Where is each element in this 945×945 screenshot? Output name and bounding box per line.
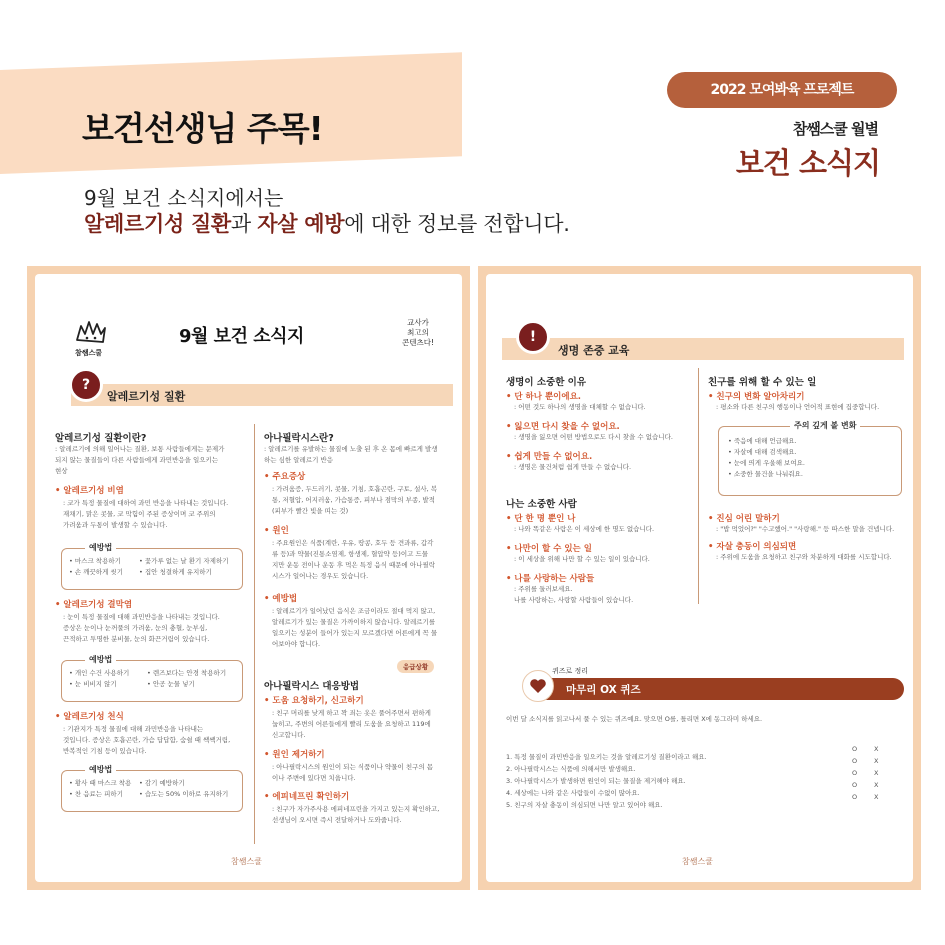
text-call-help: : 친구 머리를 낮게 하고 꽉 죄는 옷은 풀어주면서 편하게 눕히고, 주변의 어른들에게 빨리 도움을 요청하고 119에 신고합니다. — [272, 709, 431, 739]
heading-precious-me: 나는 소중한 사람 — [506, 499, 577, 510]
slogan-tag: 교사가 최고의 콘텐츠다! — [402, 318, 434, 347]
prevention-label: 예방법 — [85, 542, 116, 553]
emergency-badge: 응급상황 — [397, 660, 434, 673]
heading-response: 아나필락시스 대응방법 — [264, 681, 360, 692]
column-divider — [254, 424, 255, 844]
o-choice[interactable]: O — [852, 757, 858, 765]
item-sincere-words: • 진심 어린 말하기 — [708, 514, 780, 524]
item-cannot-make: • 쉽게 만들 수 없어요. — [506, 452, 593, 462]
column-divider — [698, 368, 699, 604]
quiz-subtitle: 퀴즈로 정리 — [552, 667, 589, 675]
text-rhinitis: : 코가 특정 물질에 대하여 과민 반응을 나타내는 것입니다. 재채기, 맑은 콧물, 코 막힘이 주된 증상이며 코 주위의 가려움과 두통이 발생할 수 있습니다. — [63, 499, 229, 529]
heading-call-help: • 도움 요청하기, 신고하기 — [264, 696, 364, 706]
item-suspect-suicide: • 자살 충동이 의심되면 — [708, 542, 797, 552]
newsletter-title: 9월 보건 소식지 — [179, 326, 304, 347]
item-my-work: • 나만이 할 수 있는 일 — [506, 544, 592, 554]
text-symptoms: : 가려움증, 두드러기, 콧물, 기침, 호흡곤란, 구토, 설사, 복 통, 저혈압, 어지러움, 가슴통증, 피부나 점막의 부종, 발적 (피부가 빨간 빛을 띠는 것) — [272, 485, 438, 515]
text-only-one: : 어떤 것도 하나의 생명을 대체할 수 없습니다. — [514, 403, 646, 411]
page-2-sheet — [486, 274, 913, 882]
text-notice-change: : 평소와 다른 친구의 행동이나 언어적 표현에 집중합니다. — [716, 403, 880, 411]
heading-symptoms: • 주요증상 — [264, 472, 306, 482]
text-prevention: : 알레르기가 일어났던 음식은 조금이라도 절대 먹지 않고, 알레르기가 있는 물질은 가까이하지 않습니다. 알레르기를 일으키는 성분이 들어가 있는지 모르겠다면 어른에게 꼭 물 어보아야 합니다. — [272, 607, 438, 648]
item-only-me: • 단 한 명 뿐인 나 — [506, 514, 576, 524]
quiz-row: 5. 친구의 자살 충동이 의심되면 나만 알고 있어야 해요. O X — [506, 793, 879, 809]
text-conjunctivitis: : 눈이 특정 물질에 대해 과민반응을 나타내는 것입니다. 증상은 눈이나 눈꺼풀의 가려움, 눈의 충혈, 눈부심, 끈적하고 투명한 분비물, 눈의 화끈거림이 있습니다. — [63, 613, 220, 643]
item-only-one: • 단 하나 뿐이에요. — [506, 392, 582, 402]
intro-emphasis-2: 자살 예방 — [257, 212, 345, 236]
prevention-label: 예방법 — [85, 654, 116, 665]
text-suspect-suicide: : 주위에 도움을 요청하고 친구와 차분하게 대화를 시도합니다. — [716, 553, 892, 561]
quiz-list — [506, 744, 906, 809]
item-cannot-recover: • 잃으면 다시 찾을 수 없어요. — [506, 422, 620, 432]
heading-anaphylaxis-what: 아나필락시스란? — [264, 433, 334, 444]
heading-asthma: • 알레르기성 천식 — [55, 712, 124, 722]
text-asthma: : 기관지가 특정 물질에 대해 과민반응을 나타내는 것입니다. 증상은 호흡곤란, 가슴 답답함, 숨쉴 때 쌕쌕거림, 반복적인 기침 등이 있습니다. — [63, 725, 231, 755]
heart-icon — [522, 670, 554, 702]
heading-prevention: • 예방법 — [264, 594, 298, 604]
heading-remove-cause: • 원인 제거하기 — [264, 750, 325, 760]
page-1-sheet — [35, 274, 462, 882]
intro-emphasis-1: 알레르기성 질환 — [84, 212, 231, 236]
question-icon: ? — [69, 368, 103, 402]
heading-precious-life: 생명이 소중한 이유 — [506, 377, 587, 388]
text-allergy-def: : 알레르기에 의해 일어나는 질환, 보통 사람들에게는 문제가 되지 않는 물질들이 다른 사람들에게 과민반응을 일으키는 현상 — [55, 445, 225, 475]
quiz-row: 1. 특정 물질이 과민반응을 일으키는 것을 알레르기성 질환이라고 해요. O X — [506, 745, 879, 761]
o-choice[interactable]: O — [852, 781, 858, 789]
item-notice-change: • 친구의 변화 알아차리기 — [708, 392, 805, 402]
heading-rhinitis: • 알레르기성 비염 — [55, 486, 124, 496]
prevention-list-asthma: • 황사 때 마스크 착용 • 감기 예방하기 • 찬 음료는 피하기 • 습도는 50% 이하로 유지하기 — [69, 779, 229, 798]
text-loving-people: : 주위를 둘러보세요. 나를 사랑하는, 사랑할 사람들이 있습니다. — [514, 585, 634, 604]
x-choice[interactable]: X — [874, 745, 879, 753]
text-cause: : 주요원인은 식품(계란, 우유, 땅콩, 호두 등 견과류, 갑각 류 등)과 약물(진통소염제, 항생제, 혈압약 등)이고 드물 지만 운동 전이나 운동 후 먹은 특정 음식 때문에 아나필락 시스가 일어나는 경우도 있습니다. — [272, 539, 436, 580]
text-sincere-words: : "밥 먹었어?" "수고했어." "사랑해." 등 따스한 말을 건넵니다. — [716, 525, 895, 533]
x-choice[interactable]: X — [874, 757, 879, 765]
text-epinephrine: : 친구가 자가주사용 에피네프린을 가지고 있는지 확인하고, 선생님이 오시면 즉시 전달하거나 도와줍니다. — [272, 805, 440, 824]
o-choice[interactable]: O — [852, 793, 858, 801]
quiz-row: 2. 아나필락시스는 식품에 의해서만 발생해요. O X — [506, 757, 879, 773]
quiz-title: 마무리 OX 퀴즈 — [566, 684, 641, 696]
o-choice[interactable]: O — [852, 745, 858, 753]
text-only-me: : 나와 똑같은 사람은 이 세상에 한 명도 없습니다. — [514, 525, 655, 533]
prevention-list-rhinitis: • 마스크 착용하기 • 꽃가루 없는 날 환기 자제하기 • 손 깨끗하게 씻기 • 집안 청결하게 유지하기 — [69, 557, 229, 576]
exclamation-icon: ! — [516, 320, 550, 354]
project-pill: 2022 모여봐육 프로젝트 — [667, 72, 897, 108]
intro-line-2: 알레르기성 질환과 자살 예방에 대한 정보를 전합니다. — [84, 212, 570, 236]
header-big-title: 보건 소식지 — [735, 146, 880, 180]
page-title: 보건선생님 주목! — [82, 109, 323, 148]
section-title-life: 생명 존중 교육 — [558, 344, 630, 357]
text-anaphylaxis-def: : 알레르기를 유발하는 물질에 노출 된 후 온 몸에 빠르게 발생 하는 심한 알레르기 반응 — [264, 445, 438, 464]
quiz-row: 3. 아나필락시스가 발생하면 원인이 되는 물질을 제거해야 해요. O X — [506, 769, 879, 785]
text-remove-cause: : 아나필락시스의 원인이 되는 식품이나 약물이 친구의 몸 이나 주변에 있다면 치웁니다. — [272, 763, 434, 782]
prevention-label: 예방법 — [85, 764, 116, 775]
prevention-list-conjunctivitis: • 개인 수건 사용하기 • 렌즈보다는 안경 착용하기 • 눈 비비지 않기 • 안공 눈물 넣기 — [69, 669, 227, 688]
quiz-intro: 이번 달 소식지를 읽고나서 풀 수 있는 퀴즈예요. 맞으면 O를, 틀리면 X에 동그라미 하세요. — [506, 715, 763, 723]
heading-conjunctivitis: • 알레르기성 결막염 — [55, 600, 133, 610]
newsletter-page-1 — [27, 266, 470, 890]
text-my-work: : 이 세상을 위해 나만 할 수 있는 일이 있습니다. — [514, 555, 650, 563]
x-choice[interactable]: X — [874, 769, 879, 777]
watch-changes-label: 주의 깊게 볼 변화 — [790, 420, 860, 431]
intro-line-1: 9월 보건 소식지에서는 — [84, 186, 284, 210]
text-cannot-recover: : 생명을 잃으면 어떤 방법으로도 다시 찾을 수 없습니다. — [514, 433, 673, 441]
o-choice[interactable]: O — [852, 769, 858, 777]
heading-cause: • 원인 — [264, 526, 289, 536]
page-1-footer-logo: 참쌤스쿨 — [231, 857, 262, 866]
x-choice[interactable]: X — [874, 793, 879, 801]
heading-allergy-what: 알레르기성 질환이란? — [55, 433, 147, 444]
logo-text: 참쌤스쿨 — [75, 349, 103, 357]
heading-epinephrine: • 에피네프린 확인하기 — [264, 792, 350, 802]
section-title-allergy: 알레르기성 질환 — [107, 390, 186, 403]
item-loving-people: • 나를 사랑하는 사람들 — [506, 574, 595, 584]
header-subtitle: 참쌤스쿨 월별 — [792, 120, 878, 138]
watch-changes-list: • 죽음에 대해 언급해요. • 자살에 대해 검색해요. • 눈에 띄게 우울해 보여요. • 소중한 물건을 나눠줘요. — [728, 437, 805, 478]
heading-for-friends: 친구를 위해 할 수 있는 일 — [708, 377, 817, 388]
newsletter-page-2 — [478, 266, 921, 890]
page-2-footer-logo: 참쌤스쿨 — [682, 857, 713, 866]
text-cannot-make: : 생명은 물건처럼 쉽게 만들 수 없습니다. — [514, 463, 632, 471]
quiz-row: 4. 세상에는 나와 같은 사람들이 수없이 많아요. O X — [506, 781, 879, 797]
x-choice[interactable]: X — [874, 781, 879, 789]
